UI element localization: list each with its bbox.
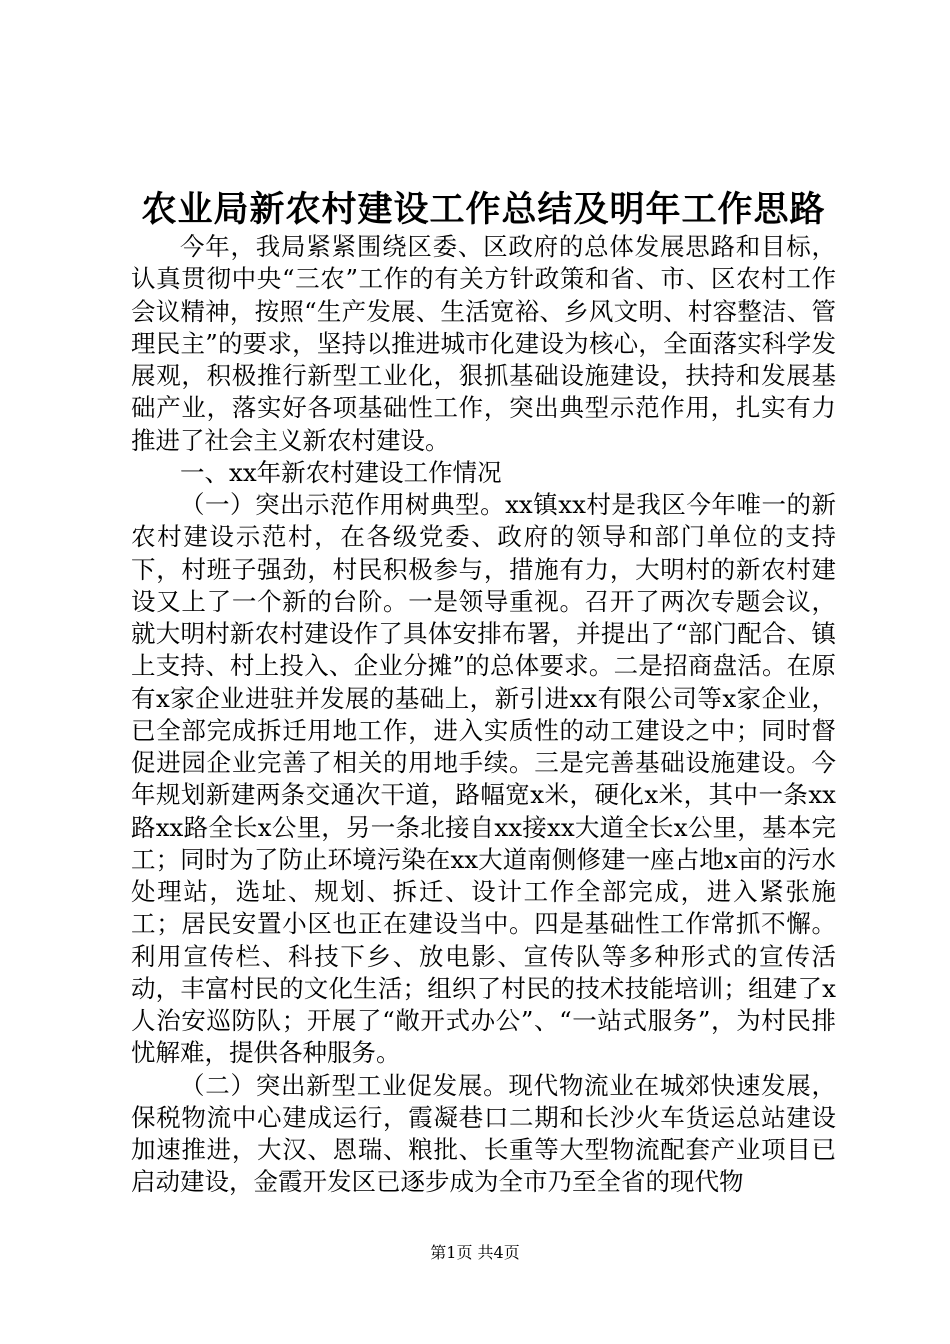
section-paragraph-2: （二）突出新型工业促发展。现代物流业在城郊快速发展，保税物流中心建成运行，霞凝巷口二期和长沙火车货运总站建设加速推进，大汉、恩瑞、粮批、长重等大型物流配套产业项目已启动建设，金霞开发区已逐步成为全市乃至全省的现代物 (131, 1070, 836, 1197)
intro-paragraph: 今年，我局紧紧围绕区委、区政府的总体发展思路和目标，认真贯彻中央“三农”工作的有关方针政策和省、市、区农村工作会议精神，按照“生产发展、生活宽裕、乡风文明、村容整洁、管理民主”的要求，坚持以推进城市化建设为核心，全面落实科学发展观，积极推行新型工业化，狠抓基础设施建设，扶持和发展基础产业，落实好各项基础性工作，突出典型示范作用，扎实有力推进了社会主义新农村建设。 (131, 232, 836, 455)
page-number-footer: 第1页 共4页 (430, 1243, 520, 1262)
document-title: 农业局新农村建设工作总结及明年工作思路 (141, 189, 826, 230)
section-heading: 一、xx年新农村建设工作情况 (180, 457, 502, 487)
section-paragraph-1: （一）突出示范作用树典型。xx镇xx村是我区今年唯一的新农村建设示范村，在各级党委、政府的领导和部门单位的支持下，村班子强劲，村民积极参与，措施有力，大明村的新农村建设又上了一个新的台阶。一是领导重视。召开了两次专题会议，就大明村新农村建设作了具体安排布署，并提出了“部门配合、镇上支持、村上投入、企业分摊”的总体要求。二是招商盘活。在原有x家企业进驻并发展的基础上，新引进xx有限公司等x家企业，已全部完成拆迁用地工作，进入实质性的动工建设之中；同时督促进园企业完善了相关的用地手续。三是完善基础设施建设。今年规划新建两条交通次干道，路幅宽x米，硬化x米，其中一条xx路xx路全长x公里，另一条北接自xx接xx大道全长x公里，基本完工；同时为了防止环境污染在xx大道南侧修建一座占地x亩的污水处理站，选址、规划、拆迁、设计工作全部完成，进入紧张施工；居民安置小区也正在建设当中。四是基础性工作常抓不懈。利用宣传栏、科技下乡、放电影、宣传队等多种形式的宣传活动，丰富村民的文化生活；组织了村民的技术技能培训；组建了x人治安巡防队；开展了“敞开式办公”、“一站式服务”，为村民排忧解难，提供各种服务。 (131, 490, 836, 1068)
document-body (131, 231, 836, 1199)
